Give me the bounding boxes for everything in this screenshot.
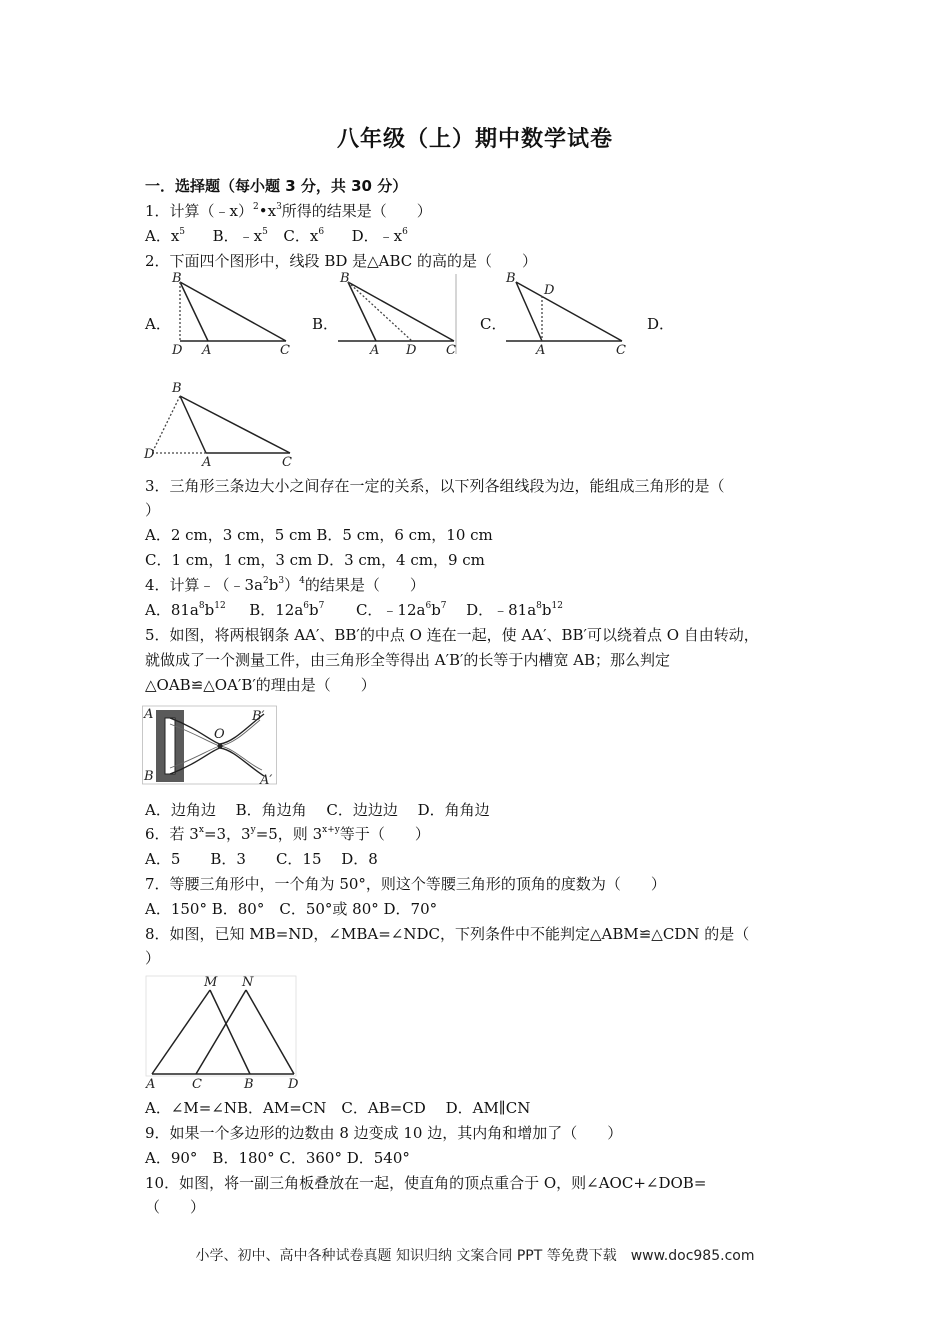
label-c: C bbox=[446, 343, 456, 358]
question-5-options: A．边角边 B．角边角 C．边边边 D．角角边 bbox=[145, 801, 490, 819]
question-1-stem: 1．计算$(﹣x)^2•x^3$所得的结果是（ ） bbox=[145, 202, 432, 220]
option: D．$﹣81a^8b^{12}$ bbox=[466, 601, 563, 619]
label-c: C bbox=[282, 455, 292, 470]
question-8-stem: 8．如图，已知 MB=ND，∠MBA=∠NDC，下列条件中不能判定△ABM≌△CDN 的是（ bbox=[145, 925, 750, 943]
label-b: B bbox=[172, 271, 182, 286]
section-heading: 一．选择题（每小题 3 分，共 30 分） bbox=[145, 177, 408, 195]
label-a: A bbox=[146, 1077, 156, 1092]
question-9-options: A．90° B．180° C．360° D．540° bbox=[145, 1149, 410, 1167]
label-c: C bbox=[192, 1077, 202, 1092]
question-5-stem-cont: 就做成了一个测量工件，由三角形全等得出 A′B′的长等于内槽宽 AB；那么判定 bbox=[145, 651, 671, 669]
label-o: O bbox=[214, 727, 225, 742]
label-b: B bbox=[506, 271, 516, 286]
question-2-stem: 2．下面四个图形中，线段 BD 是△ABC 的高的是（ ） bbox=[145, 252, 538, 270]
option-c: C． bbox=[480, 315, 507, 333]
label-a: A bbox=[144, 707, 154, 722]
triangle-figure-a bbox=[168, 270, 298, 358]
label-c: C bbox=[616, 343, 626, 358]
label-d: D bbox=[406, 343, 417, 358]
label-b: B bbox=[244, 1077, 254, 1092]
option: A．$x^5$ bbox=[145, 227, 186, 245]
question-1-options bbox=[145, 226, 408, 246]
label-b: B bbox=[340, 271, 350, 286]
triangle-figure-c bbox=[504, 270, 634, 358]
footer-link[interactable]: 小学、初中、高中各种试卷真题 知识归纳 文案合同 PPT 等免费下载 www.doc985.com bbox=[195, 1248, 755, 1264]
label-d: D bbox=[544, 283, 555, 298]
question-3-options: C．1 cm，1 cm，3 cm D．3 cm，4 cm，9 cm bbox=[145, 551, 485, 569]
label-d: D bbox=[172, 343, 183, 358]
label-a: A bbox=[370, 343, 380, 358]
question-3-stem: 3．三角形三条边大小之间存在一定的关系，以下列各组线段为边，能组成三角形的是（ bbox=[145, 477, 725, 495]
label-a: A bbox=[536, 343, 546, 358]
label-d: D bbox=[144, 447, 155, 462]
triangle-figure-b bbox=[336, 270, 466, 358]
label-a: A bbox=[202, 455, 212, 470]
option: A．$81a^8b^{12}$ bbox=[145, 601, 226, 619]
caliper-figure bbox=[142, 704, 282, 786]
question-7-stem: 7．等腰三角形中，一个角为 50°，则这个等腰三角形的顶角的度数为（ ） bbox=[145, 875, 666, 893]
overlapping-triangles-figure bbox=[142, 972, 307, 1092]
question-5-stem-cont: △OAB≌△OA′B′的理由是（ ） bbox=[145, 676, 376, 694]
option-d: D． bbox=[647, 315, 675, 333]
page-title: 八年级（上）期中数学试卷 bbox=[336, 127, 613, 152]
label-a: A bbox=[202, 343, 212, 358]
option-a: A． bbox=[145, 315, 171, 333]
question-8-stem-cont: ） bbox=[145, 949, 161, 967]
question-3-options: A．2 cm，3 cm，5 cm B．5 cm，6 cm，10 cm bbox=[145, 526, 493, 544]
question-6-stem: 6．若 $3^x=3$，$3^y=5$，则 $3^{x+y}$等于（ ） bbox=[145, 825, 430, 843]
question-7-options: A．150° B．80° C．50°或 80° D．70° bbox=[145, 900, 438, 918]
label-n: N bbox=[242, 975, 254, 990]
label-b-prime: B′ bbox=[252, 709, 265, 724]
question-8-options: A．∠M=∠NB．AM=CN C．AB=CD D．AM∥CN bbox=[145, 1099, 531, 1117]
option: C．$x^6$ bbox=[283, 227, 325, 245]
question-4-stem: 4．计算$﹣(﹣3a^2b^3)^4$的结果是（ ） bbox=[145, 576, 425, 594]
question-3-stem-cont: ） bbox=[145, 501, 161, 519]
option: D．$﹣x^6$ bbox=[351, 227, 408, 245]
triangle-figure-d bbox=[142, 378, 302, 468]
question-6-options: A．5 B．3 C．15 D．8 bbox=[145, 850, 378, 868]
label-b: B bbox=[172, 381, 182, 396]
option: C．$﹣12a^6b^7$ bbox=[355, 601, 447, 619]
question-4-options bbox=[145, 600, 563, 620]
question-5-stem: 5．如图，将两根钢条 AA′、BB′的中点 O 连在一起，使 AA′、BB′可以绕着点 O 自由转动， bbox=[145, 626, 759, 644]
label-d: D bbox=[288, 1077, 299, 1092]
question-10-stem: 10．如图，将一副三角板叠放在一起，使直角的顶点重合于 O，则∠AOC+∠DOB= bbox=[145, 1174, 707, 1192]
label-b: B bbox=[144, 769, 154, 784]
label-c: C bbox=[280, 343, 290, 358]
option-b: B． bbox=[312, 315, 339, 333]
label-a-prime: A′ bbox=[260, 773, 273, 788]
option: B．$12a^6b^7$ bbox=[249, 601, 325, 619]
option: B．$﹣x^5$ bbox=[212, 227, 268, 245]
question-10-stem-cont: （ ） bbox=[145, 1198, 206, 1216]
label-m: M bbox=[204, 975, 218, 990]
question-9-stem: 9．如果一个多边形的边数由 8 边变成 10 边，其内角和增加了（ ） bbox=[145, 1124, 623, 1142]
